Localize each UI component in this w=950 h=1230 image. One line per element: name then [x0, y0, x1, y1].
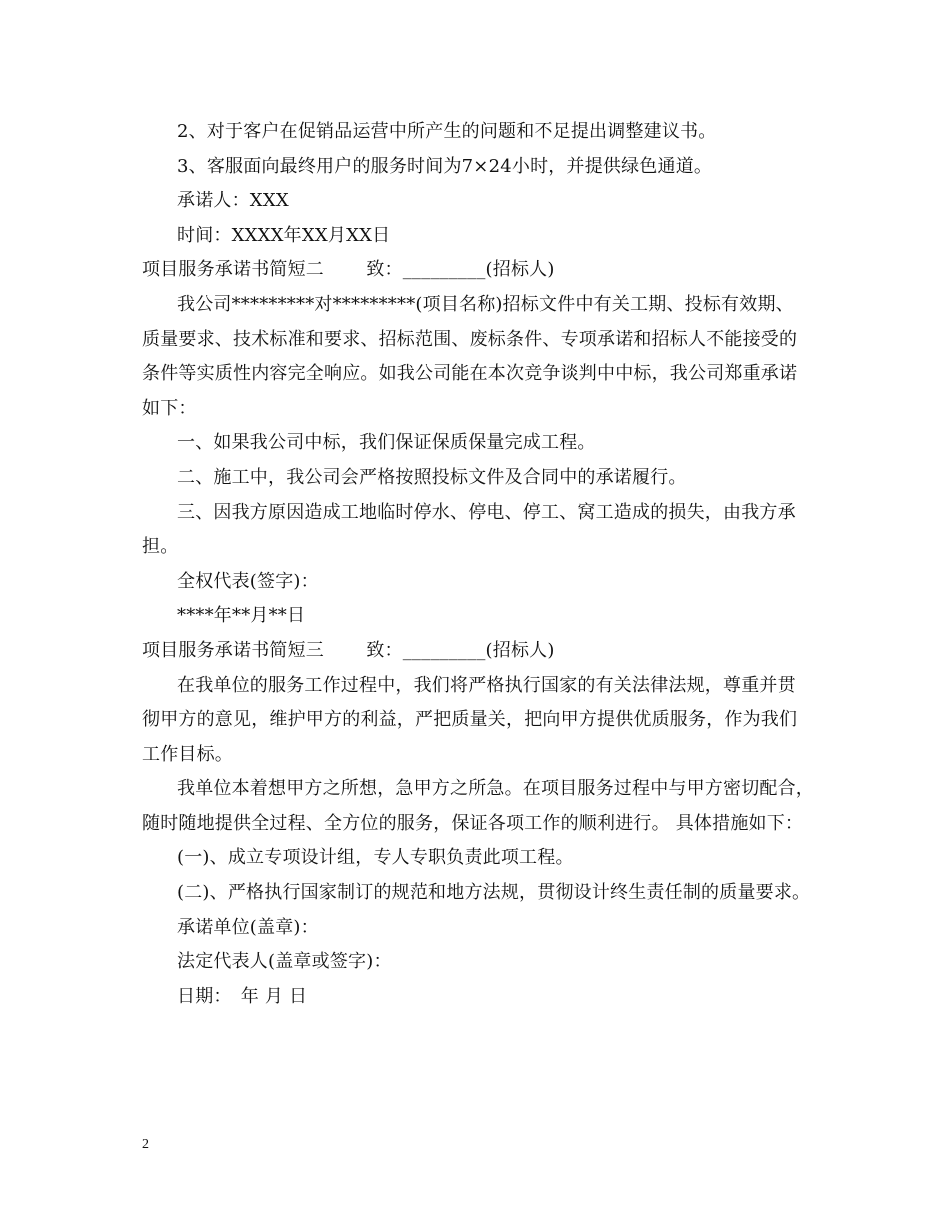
paragraph-line: 如下： [142, 397, 197, 419]
paragraph-line: 我单位本着想甲方之所想，急甲方之所急。在项目服务过程中与甲方密切配合， [177, 778, 814, 800]
paragraph-line: 条件等实质性内容完全响应。如我公司能在本次竞争谈判中中标，我公司郑重承诺 [142, 363, 798, 385]
paragraph-line: 随时随地提供全过程、全方位的服务，保证各项工作的顺利进行。 具体措施如下： [142, 812, 804, 834]
signatory-line: 承诺人：XXX [177, 190, 289, 212]
date-line: 时间：XXXX年XX月XX日 [177, 224, 391, 246]
paragraph-line: 2、对于客户在促销品运营中所产生的问题和不足提出调整建议书。 [177, 121, 717, 142]
paragraph-line: 工作目标。 [142, 743, 233, 765]
list-item: 三、因我方原因造成工地临时停水、停电、停工、窝工造成的损失，由我方承 [177, 501, 796, 523]
paragraph-line: 在我单位的服务工作过程中，我们将严格执行国家的有关法律法规，尊重并贯 [177, 674, 796, 696]
paragraph-line: 彻甲方的意见，维护甲方的利益，严把质量关，把向甲方提供优质服务，作为我们 [142, 709, 798, 731]
list-item-continuation: 担。 [142, 536, 179, 558]
section-heading: 项目服务承诺书简短三 致：_________(招标人) [142, 639, 555, 661]
date-line: 日期： 年 月 日 [177, 985, 308, 1007]
seal-line: 承诺单位(盖章)： [177, 916, 319, 938]
date-line: ****年**月**日 [177, 605, 306, 627]
signature-line: 全权代表(签字)： [177, 570, 319, 592]
signature-line: 法定代表人(盖章或签字)： [177, 951, 392, 973]
paragraph-line: 我公司*********对*********(项目名称)招标文件中有关工期、投标有效期、 [177, 293, 794, 315]
list-item: 二、施工中，我公司会严格按照投标文件及合同中的承诺履行。 [177, 466, 687, 488]
list-item: (二)、严格执行国家制订的规范和地方法规，贯彻设计终生责任制的质量要求。 [177, 882, 811, 904]
list-item: 一、如果我公司中标，我们保证保质保量完成工程。 [177, 432, 596, 454]
document-body [142, 115, 822, 1014]
list-item: (一)、成立专项设计组，专人专职负责此项工程。 [177, 847, 574, 869]
section-heading: 项目服务承诺书简短二 致：_________(招标人) [142, 259, 555, 281]
paragraph-line: 质量要求、技术标准和要求、招标范围、废标条件、专项承诺和招标人不能接受的 [142, 328, 798, 350]
page-number: 2 [142, 1137, 149, 1152]
paragraph-line: 3、客服面向最终用户的服务时间为7×24小时，并提供绿色通道。 [177, 155, 713, 177]
